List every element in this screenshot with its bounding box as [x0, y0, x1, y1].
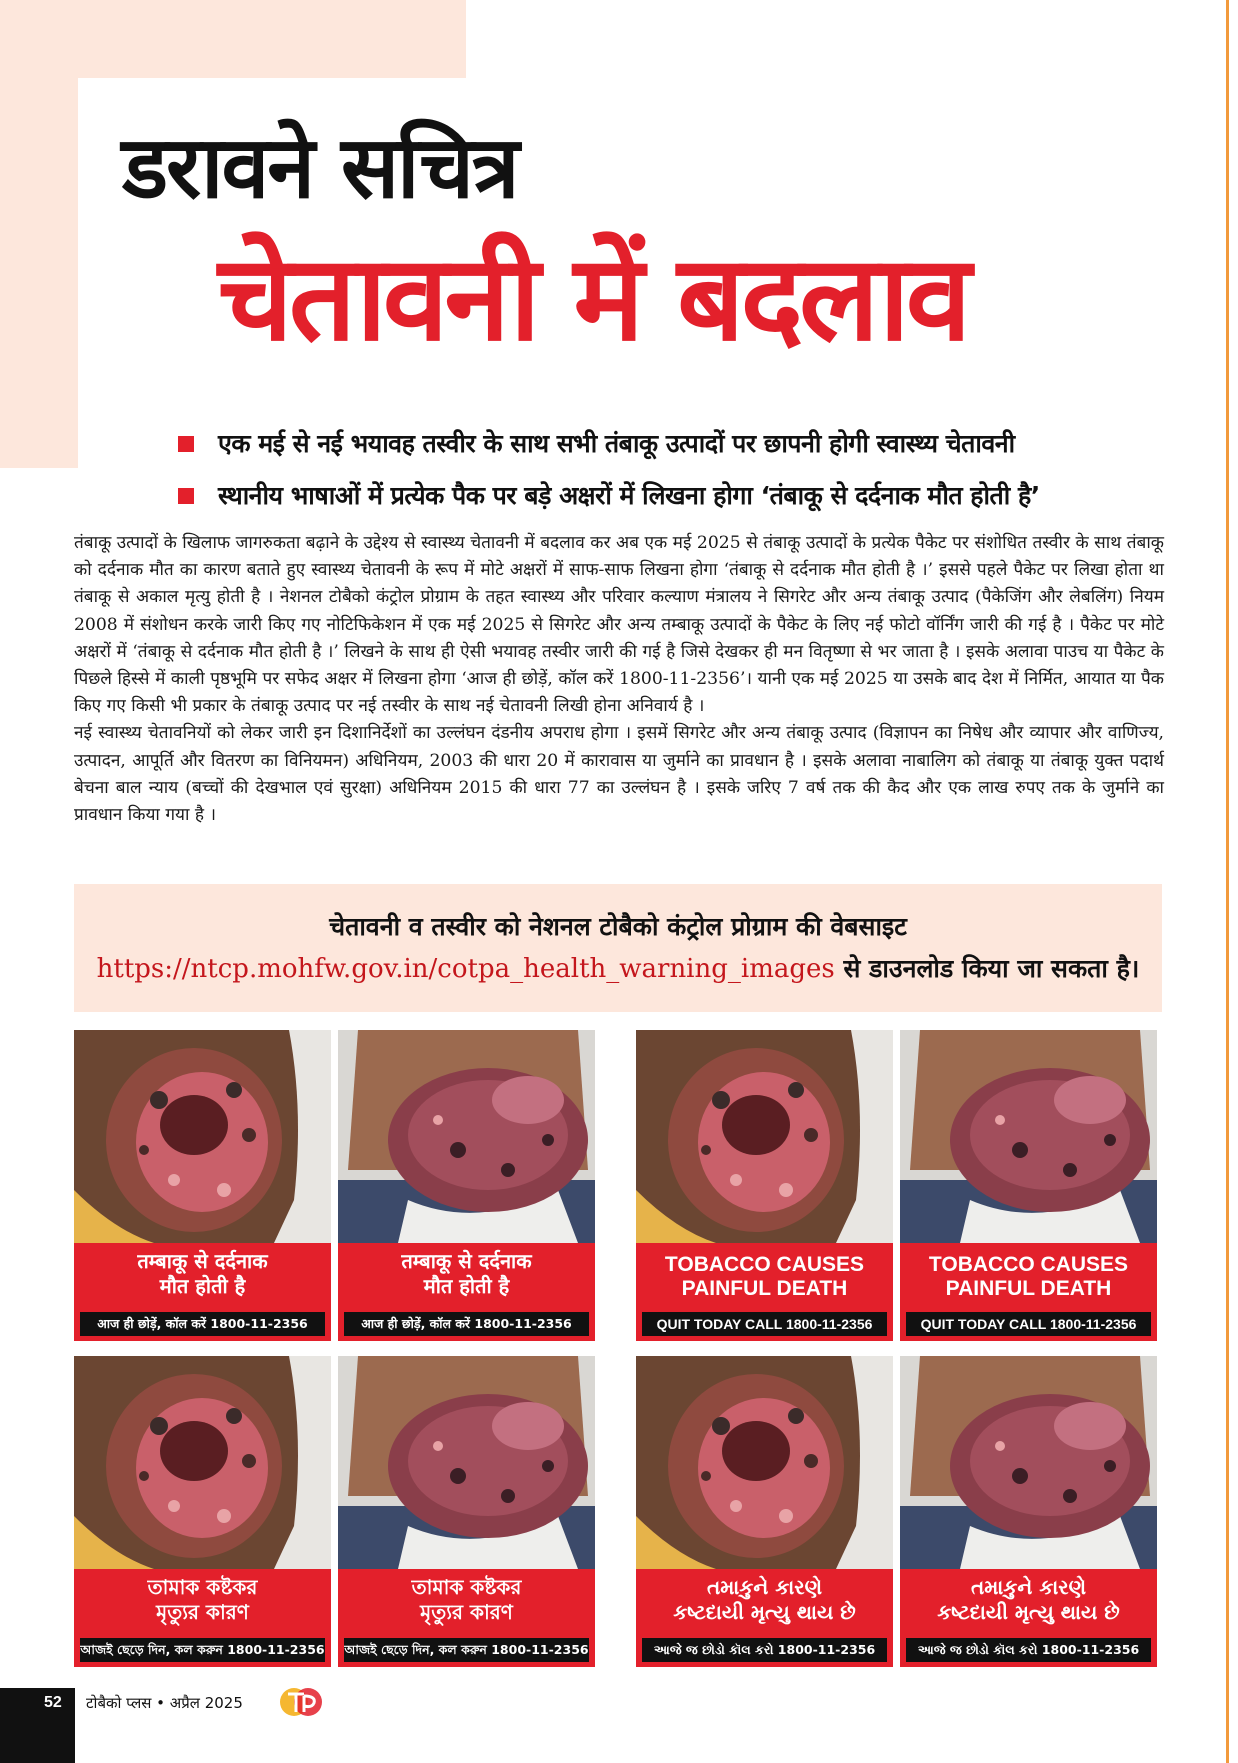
quitline-strip: आज ही छोड़ें, कॉल करें 1800-11-2356: [80, 1312, 325, 1336]
warning-text-line-1: તમાકુને કારણે: [706, 1575, 823, 1599]
download-note-line-2: [74, 946, 1162, 992]
warning-band: [900, 1243, 1157, 1341]
key-point-text: एक मई से नई भयावह तस्वीर के साथ सभी तंबाकू उत्पादों पर छापनी होगी स्वास्थ्य चेतावनी: [218, 429, 1015, 458]
article-paragraph-2: नई स्वास्थ्य चेतावनियों को लेकर जारी इन दिशानिर्देशों का उल्लंघन दंडनीय अपराध होगा । इसमें सिगरेट और अन्य तंबाकू उत्पाद (विज्ञापन का निषेध और व्यापार और वाणिज्य, उत्पादन, आपूर्ति और वितरण का विनियमन) अधिनियम, 2003 की धारा 20 में कारावास या जुर्माने का प्रावधान है । इसके अलावा नाबालिग को तंबाकू या तंबाकू युक्त पदार्थ बेचना बाल न्याय (बच्चों की देखभाल एवं सुरक्षा) अधिनियम 2015 की धारा 77 का उल्लंघन है । इसके जरिए 7 वर्ष तक की कैद और एक लाख रुपए तक के जुर्माने का प्रावधान किया गया है ।: [74, 723, 1164, 826]
warning-text-line-2: કષ્ટદાયી મૃત્યુ થાય છે: [673, 1600, 856, 1624]
warning-text: [74, 1575, 331, 1625]
warning-text-line-2: PAINFUL DEATH: [681, 1277, 848, 1300]
quitline-strip: QUIT TODAY CALL 1800-11-2356: [906, 1312, 1151, 1336]
page-number-tab: [0, 1688, 75, 1763]
issue-date: • अप्रैल 2025: [156, 1694, 243, 1712]
warning-image-card: [900, 1030, 1157, 1341]
warning-text-line-2: PAINFUL DEATH: [945, 1277, 1112, 1300]
warning-image-card: [636, 1030, 893, 1341]
warning-band: [636, 1243, 893, 1341]
magazine-name: टोबैको प्लस: [86, 1694, 152, 1712]
headline-line-1: डरावने सचित्र: [122, 118, 518, 218]
warning-text: [74, 1249, 331, 1299]
article-paragraph-1: तंबाकू उत्पादों के खिलाफ जागरुकता बढ़ाने के उद्देश्य से स्वास्थ्य चेतावनी में बदलाव कर अब एक मई 2025 से तंबाकू उत्पादों के प्रत्येक पैकेट पर संशोधित तस्वीर के साथ तंबाकू को दर्दनाक मौत का कारण बताते हुए स्वास्थ्य चेतावनी के रूप में मोटे अक्षरों में साफ-साफ लिखना होगा ‘तंबाकू से दर्दनाक मौत होती है ।’ इससे पहले पैकेट पर लिखा होता था तंबाकू से अकाल मृत्यु होती है । नेशनल टोबैको कंट्रोल प्रोग्राम के तहत स्वास्थ्य और परिवार कल्याण मंत्रालय ने सिगरेट और अन्य तंबाकू उत्पाद (पैकेजिंग और लेबलिंग) नियम 2008 में संशोधन करके जारी किए गए नोटिफिकेशन में एक मई 2025 से सिगरेट और अन्य तम्बाकू उत्पादों के पैकेट के लिए नई फोटो वॉर्निंग जारी की गई है । पैकेट पर मोटे अक्षरों में ‘तंबाकू से दर्दनाक मौत होती है ।’ लिखने के साथ ही ऐसी भयावह तस्वीर जारी की गई है जिसे देखकर ही मन वितृष्णा से भर जाता है । इसके अलावा पाउच या पैकेट के पिछले हिस्से में काली पृष्ठभूमि पर सफेद अक्षर में लिखना होगा ‘आज ही छोड़ें, कॉल करें 1800-11-2356’। यानी एक मई 2025 या उसके बाद देश में निर्मित, आयात या पैक किए गए किसी भी प्रकार के तंबाकू उत्पाद पर नई तस्वीर के साथ नई चेतावनी लिखी होना अनिवार्य है ।: [74, 533, 1164, 717]
key-points-list: [178, 418, 1198, 522]
warning-text-line-1: TOBACCO CAUSES: [928, 1253, 1129, 1276]
warning-image-card: [74, 1356, 331, 1667]
magazine-logo-icon: [274, 1686, 328, 1718]
quitline-strip: আজই ছেড়ে দিন, কল করুন 1800-11-2356: [80, 1638, 325, 1662]
warning-image-card: [636, 1356, 893, 1667]
mouth-cancer-photo: [74, 1356, 331, 1569]
download-note-suffix: से डाउनलोड किया जा सकता है।: [834, 954, 1140, 983]
headline-line-2: चेतावनी में बदलाव: [218, 229, 968, 367]
key-point: [178, 418, 1198, 470]
warning-text-line-2: मौत होती है: [159, 1274, 246, 1298]
red-square-bullet-icon: [178, 488, 194, 504]
warning-text-line-1: તમાકુને કારણે: [970, 1575, 1087, 1599]
red-square-bullet-icon: [178, 436, 194, 452]
warning-image-card: [74, 1030, 331, 1341]
warning-images-link[interactable]: https://ntcp.mohfw.gov.in/cotpa_health_warning_images: [96, 954, 835, 984]
mouth-cancer-photo: [636, 1030, 893, 1243]
key-point-text: स्थानीय भाषाओं में प्रत्येक पैक पर बड़े अक्षरों में लिखना होगा ‘तंबाकू से दर्दनाक मौत होती है’: [218, 481, 1040, 510]
warning-band: [74, 1569, 331, 1667]
mouth-cancer-photo: [900, 1356, 1157, 1569]
warning-text: [636, 1575, 893, 1625]
warning-text: [636, 1253, 893, 1301]
warning-text: [900, 1575, 1157, 1625]
warning-text-line-2: মৃত্যুর কারণ: [156, 1600, 249, 1624]
warning-text: [338, 1575, 595, 1625]
warning-text-line-1: तम्बाकू से दर्दनाक: [137, 1249, 268, 1273]
warning-band: [74, 1243, 331, 1341]
quitline-strip: आज ही छोड़ें, कॉल करें 1800-11-2356: [344, 1312, 589, 1336]
page-number: 52: [44, 1694, 62, 1711]
warning-text-line-2: मौत होती है: [423, 1274, 510, 1298]
warning-band: [636, 1569, 893, 1667]
quitline-strip: આજે જ છોડો કૉલ કરો 1800-11-2356: [906, 1638, 1151, 1662]
warning-text-line-1: तम्बाकू से दर्दनाक: [401, 1249, 532, 1273]
warning-image-card: [900, 1356, 1157, 1667]
warning-text-line-1: তামাক কষ্টকর: [147, 1575, 258, 1599]
mouth-cancer-photo: [636, 1356, 893, 1569]
warning-image-card: [338, 1356, 595, 1667]
warning-band: [338, 1569, 595, 1667]
warning-band: [900, 1569, 1157, 1667]
quitline-strip: আজই ছেড়ে দিন, কল করুন 1800-11-2356: [344, 1638, 589, 1662]
mouth-cancer-photo: [900, 1030, 1157, 1243]
orange-edge-rule: [1226, 0, 1229, 1763]
quitline-strip: આજે જ છોડો કૉલ કરો 1800-11-2356: [642, 1638, 887, 1662]
footer-credit: [86, 1693, 243, 1713]
mouth-cancer-photo: [338, 1356, 595, 1569]
warning-band: [338, 1243, 595, 1341]
warning-text-line-1: তামাক কষ্টকর: [411, 1575, 522, 1599]
article-body: [74, 530, 1164, 829]
warning-text: [338, 1249, 595, 1299]
mouth-cancer-photo: [338, 1030, 595, 1243]
key-point: [178, 470, 1198, 522]
download-note-box: [74, 884, 1162, 1012]
warning-text-line-2: মৃত্যুর কারণ: [420, 1600, 513, 1624]
warning-image-card: [338, 1030, 595, 1341]
quitline-strip: QUIT TODAY CALL 1800-11-2356: [642, 1312, 887, 1336]
warning-text: [900, 1253, 1157, 1301]
mouth-cancer-photo: [74, 1030, 331, 1243]
warning-text-line-2: કષ્ટદાયી મૃત્યુ થાય છે: [937, 1600, 1120, 1624]
warning-text-line-1: TOBACCO CAUSES: [664, 1253, 865, 1276]
download-note-line-1: चेतावनी व तस्वीर को नेशनल टोबैको कंट्रोल प्रोग्राम की वेबसाइट: [329, 912, 907, 941]
